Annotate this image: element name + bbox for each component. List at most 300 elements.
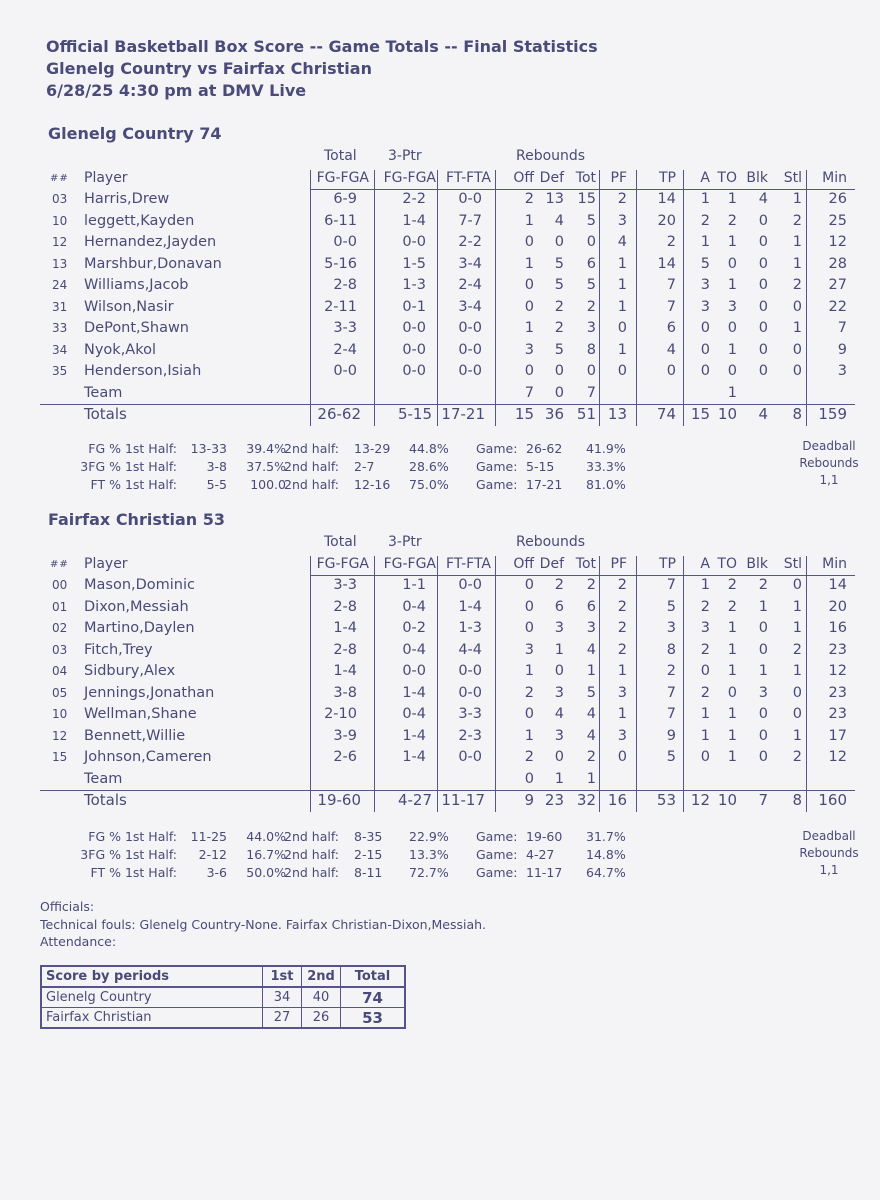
- col-num: ##: [50, 558, 69, 570]
- a-cell: 0: [700, 663, 710, 679]
- col-min: Min: [822, 555, 847, 572]
- to-cell: 0: [727, 684, 737, 701]
- tot-cell: 5: [586, 277, 596, 293]
- pf-cell: 2: [617, 598, 627, 615]
- tot-cell: 4: [586, 706, 596, 722]
- to-cell: 1: [727, 341, 737, 358]
- deadball-text: Rebounds: [799, 456, 859, 470]
- a-cell: 0: [700, 320, 710, 336]
- pct-1st-half: 13-33: [190, 441, 227, 456]
- col-to: TO: [717, 169, 737, 186]
- pct-2nd-half-pct: 13.3%: [409, 847, 449, 862]
- blk-cell: 4: [758, 191, 768, 207]
- box-score-table-home: [40, 146, 855, 426]
- blk-cell: 1: [758, 663, 768, 679]
- blk-cell: 0: [758, 255, 768, 272]
- fg3-cell: 0-2: [402, 620, 426, 636]
- periods-q2: 40: [302, 987, 341, 1008]
- min-cell: 3: [837, 363, 847, 379]
- player-number: 04: [52, 664, 68, 678]
- off-cell: 3: [524, 641, 534, 658]
- ft-cell: 3-4: [458, 298, 482, 315]
- tp-cell: 7: [666, 577, 676, 593]
- totals-tot-cell: 51: [576, 405, 596, 423]
- tot-cell: 2: [586, 577, 596, 593]
- header-row-columns: [40, 168, 855, 190]
- player-row: [40, 597, 855, 619]
- blk-cell: 0: [758, 641, 768, 658]
- ft-cell: 0-0: [458, 577, 482, 593]
- def-cell: 5: [554, 341, 564, 358]
- deadball-text: 1,1: [819, 473, 839, 487]
- officials-line: Officials:: [40, 899, 95, 914]
- ft-cell: 1-3: [458, 620, 482, 636]
- stl-cell: 0: [792, 706, 802, 722]
- a-cell: 5: [700, 255, 710, 272]
- player-number: 03: [52, 192, 68, 206]
- to-cell: 2: [727, 577, 737, 593]
- box-score-table-away: [40, 532, 855, 812]
- totals-tp-cell: 74: [656, 405, 676, 423]
- to-cell: 1: [727, 641, 737, 658]
- fg-cell: 2-8: [333, 641, 357, 658]
- col-group-total: Total: [324, 148, 357, 164]
- def-cell: 0: [554, 749, 564, 765]
- player-number: 00: [52, 578, 68, 592]
- player-name: Sidbury,Alex: [84, 663, 176, 679]
- blk-cell: 0: [758, 234, 768, 250]
- tp-cell: 7: [666, 298, 676, 315]
- pct-1st-half: 3-6: [206, 865, 227, 880]
- col-group-rebounds: Rebounds: [516, 534, 586, 550]
- stl-cell: 1: [792, 320, 802, 336]
- def-cell: 4: [554, 212, 564, 229]
- game-date-venue: 6/28/25 4:30 pm at DMV Live: [46, 81, 307, 100]
- tp-cell: 0: [666, 363, 676, 379]
- totals-tp-cell: 53: [656, 791, 676, 809]
- blk-cell: 2: [758, 577, 768, 593]
- column-divider: [636, 556, 637, 812]
- pf-cell: 4: [617, 234, 627, 250]
- pct-game-pct: 64.7%: [586, 865, 626, 880]
- blk-cell: 0: [758, 212, 768, 229]
- totals-row: [40, 404, 855, 426]
- totals-off-cell: 15: [514, 405, 534, 423]
- off-cell: 0: [524, 706, 534, 722]
- player-row: [40, 318, 855, 340]
- pct-2nd-half: 12-16: [354, 477, 391, 492]
- ft-cell: 0-0: [458, 341, 482, 358]
- pct-2nd-half-pct: 72.7%: [409, 865, 449, 880]
- player-number: 03: [52, 642, 68, 657]
- min-cell: 12: [828, 234, 847, 250]
- player-name: Bennett,Willie: [84, 727, 186, 744]
- pct-game: 11-17: [526, 865, 563, 880]
- col-to: TO: [717, 555, 737, 572]
- pct-2nd-half-label: 2nd half:: [284, 865, 340, 880]
- col-player: Player: [84, 169, 128, 186]
- to-cell: 1: [727, 191, 737, 207]
- col-def: Def: [539, 555, 564, 572]
- team-to-cell: 1: [727, 384, 737, 401]
- col-fg: FG-FGA: [316, 169, 369, 186]
- col-stl: Stl: [783, 555, 802, 572]
- to-cell: 2: [727, 598, 737, 615]
- column-divider: [495, 556, 496, 812]
- fg3-cell: 1-4: [402, 727, 426, 744]
- pct-game-label: Game:: [476, 477, 518, 492]
- fg3-cell: 0-1: [402, 298, 426, 315]
- team-off-cell: 0: [524, 770, 534, 787]
- to-cell: 2: [727, 212, 737, 229]
- col-tp: TP: [659, 169, 676, 186]
- pf-cell: 1: [617, 706, 627, 722]
- player-number: 10: [52, 213, 68, 228]
- a-cell: 1: [700, 727, 710, 744]
- pct-2nd-half-pct: 28.6%: [409, 459, 449, 474]
- fg-cell: 2-11: [324, 298, 357, 315]
- stl-cell: 0: [792, 684, 802, 701]
- pct-2nd-half-pct: 22.9%: [409, 829, 449, 844]
- pct-label: FT % 1st Half:: [90, 477, 177, 492]
- deadball-rebounds-away: [784, 828, 874, 879]
- blk-cell: 0: [758, 277, 768, 293]
- def-cell: 3: [554, 684, 564, 701]
- pct-1st-half: 3-8: [206, 459, 227, 474]
- tot-cell: 2: [586, 298, 596, 315]
- tp-cell: 6: [666, 320, 676, 336]
- ft-cell: 0-0: [458, 684, 482, 701]
- min-cell: 28: [828, 255, 847, 272]
- periods-q1: 34: [263, 987, 302, 1008]
- fg-cell: 5-16: [324, 255, 357, 272]
- col-num: ##: [50, 172, 69, 184]
- to-cell: 1: [727, 727, 737, 744]
- totals-def-cell: 36: [544, 405, 564, 423]
- stl-cell: 2: [792, 212, 802, 229]
- fg-cell: 0-0: [333, 363, 357, 379]
- a-cell: 1: [700, 577, 710, 593]
- totals-fg3-cell: 4-27: [397, 791, 432, 809]
- column-divider: [599, 556, 600, 812]
- player-row: [40, 575, 855, 597]
- player-name: Mason,Dominic: [84, 577, 196, 593]
- col-player: Player: [84, 555, 128, 572]
- fg3-cell: 0-0: [402, 341, 426, 358]
- pf-cell: 2: [617, 620, 627, 636]
- player-number: 12: [52, 235, 68, 249]
- col-tot: Tot: [575, 169, 596, 186]
- min-cell: 16: [828, 620, 847, 636]
- tot-cell: 5: [586, 684, 596, 701]
- col-group-rebounds: Rebounds: [516, 148, 586, 164]
- min-cell: 23: [828, 641, 847, 658]
- def-cell: 3: [554, 727, 564, 744]
- fg3-cell: 0-4: [402, 641, 426, 658]
- team-def-cell: 0: [554, 384, 564, 401]
- a-cell: 0: [700, 749, 710, 765]
- fg3-cell: 0-4: [402, 598, 426, 615]
- ft-cell: 0-0: [458, 663, 482, 679]
- column-divider: [683, 556, 684, 812]
- pct-1st-half-pct: 16.7%: [246, 847, 286, 862]
- fg-cell: 3-8: [333, 684, 357, 701]
- column-divider: [636, 170, 637, 426]
- totals-blk-cell: 4: [758, 405, 768, 423]
- to-cell: 1: [727, 234, 737, 250]
- fg-cell: 3-3: [333, 577, 357, 593]
- player-row: [40, 683, 855, 705]
- fg-cell: 2-8: [333, 277, 357, 293]
- pct-1st-half: 2-12: [198, 847, 227, 862]
- pct-2nd-half-pct: 44.8%: [409, 441, 449, 456]
- stl-cell: 2: [792, 749, 802, 765]
- tp-cell: 14: [657, 191, 676, 207]
- totals-ft-cell: 17-21: [441, 405, 485, 423]
- a-cell: 0: [700, 341, 710, 358]
- totals-fg-cell: 26-62: [317, 405, 361, 423]
- column-divider: [495, 170, 496, 426]
- tp-cell: 4: [666, 341, 676, 358]
- blk-cell: 0: [758, 620, 768, 636]
- def-cell: 2: [554, 577, 564, 593]
- pf-cell: 3: [617, 684, 627, 701]
- pct-label: FG % 1st Half:: [88, 441, 177, 456]
- fg3-cell: 1-4: [402, 749, 426, 765]
- player-row: [40, 211, 855, 233]
- player-name: Johnson,Cameren: [84, 749, 212, 765]
- column-divider: [683, 170, 684, 426]
- deadball-text: Deadball: [802, 829, 856, 843]
- periods-q2: 26: [302, 1008, 341, 1029]
- header-underline: [310, 189, 855, 190]
- stl-cell: 0: [792, 298, 802, 315]
- periods-header-row: [41, 966, 405, 987]
- periods-header-q2: 2nd: [302, 966, 341, 987]
- periods-header-total: Total: [341, 966, 406, 987]
- pct-game-label: Game:: [476, 847, 518, 862]
- periods-header-q1: 1st: [263, 966, 302, 987]
- stl-cell: 1: [792, 598, 802, 615]
- matchup-title: Glenelg Country vs Fairfax Christian: [46, 59, 372, 78]
- totals-to-cell: 10: [717, 791, 737, 809]
- player-row: [40, 232, 855, 254]
- to-cell: 1: [727, 706, 737, 722]
- player-row: [40, 704, 855, 726]
- totals-ft-cell: 11-17: [441, 791, 485, 809]
- off-cell: 1: [524, 727, 534, 744]
- min-cell: 23: [828, 706, 847, 722]
- off-cell: 2: [524, 749, 534, 765]
- pf-cell: 2: [617, 641, 627, 658]
- header-underline: [310, 575, 855, 576]
- column-divider: [310, 556, 311, 812]
- totals-a-cell: 12: [690, 791, 710, 809]
- player-row: [40, 189, 855, 211]
- min-cell: 9: [837, 341, 847, 358]
- team-rebounds-row: [40, 383, 855, 405]
- pct-game-pct: 81.0%: [586, 477, 626, 492]
- tp-cell: 2: [666, 234, 676, 250]
- stl-cell: 0: [792, 341, 802, 358]
- a-cell: 3: [700, 277, 710, 293]
- fg-cell: 3-3: [333, 320, 357, 336]
- pct-1st-half-pct: 44.0%: [246, 829, 286, 844]
- off-cell: 0: [524, 298, 534, 315]
- periods-row: [41, 1008, 405, 1029]
- blk-cell: 0: [758, 363, 768, 379]
- ft-cell: 0-0: [458, 320, 482, 336]
- ft-cell: 2-4: [458, 277, 482, 293]
- col-fg3: FG-FGA: [383, 169, 436, 186]
- pf-cell: 0: [617, 320, 627, 336]
- player-row: [40, 747, 855, 769]
- tot-cell: 1: [586, 663, 596, 679]
- min-cell: 17: [828, 727, 847, 744]
- min-cell: 7: [837, 320, 847, 336]
- fg3-cell: 1-5: [402, 255, 426, 272]
- totals-stl-cell: 8: [792, 405, 802, 423]
- off-cell: 3: [524, 341, 534, 358]
- a-cell: 2: [700, 212, 710, 229]
- fg-cell: 1-4: [333, 620, 357, 636]
- tp-cell: 7: [666, 684, 676, 701]
- min-cell: 12: [828, 749, 847, 765]
- tot-cell: 4: [586, 641, 596, 658]
- pct-game-label: Game:: [476, 865, 518, 880]
- column-divider: [310, 170, 311, 426]
- off-cell: 1: [524, 320, 534, 336]
- pct-2nd-half-label: 2nd half:: [284, 829, 340, 844]
- column-divider: [374, 170, 375, 426]
- min-cell: 20: [828, 598, 847, 615]
- min-cell: 25: [828, 212, 847, 229]
- pct-label: 3FG % 1st Half:: [80, 459, 177, 474]
- fg3-cell: 0-0: [402, 320, 426, 336]
- pf-cell: 3: [617, 727, 627, 744]
- stl-cell: 1: [792, 620, 802, 636]
- pct-1st-half-pct: 37.5%: [246, 459, 286, 474]
- report-header: [46, 36, 598, 102]
- off-cell: 0: [524, 577, 534, 593]
- pct-2nd-half: 2-15: [354, 847, 383, 862]
- pct-2nd-half-label: 2nd half:: [284, 847, 340, 862]
- pct-1st-half-pct: 100.0: [250, 477, 286, 492]
- player-name: Fitch,Trey: [84, 641, 153, 658]
- player-number: 35: [52, 364, 68, 378]
- column-divider: [599, 170, 600, 426]
- to-cell: 1: [727, 620, 737, 636]
- player-number: 15: [52, 750, 68, 764]
- report-title: Official Basketball Box Score -- Game Totals -- Final Statistics: [46, 37, 598, 56]
- tp-cell: 5: [666, 598, 676, 615]
- def-cell: 2: [554, 320, 564, 336]
- pct-2nd-half: 2-7: [354, 459, 375, 474]
- tp-cell: 7: [666, 277, 676, 293]
- col-stl: Stl: [783, 169, 802, 186]
- player-name: Dixon,Messiah: [84, 598, 189, 615]
- def-cell: 3: [554, 620, 564, 636]
- min-cell: 12: [828, 663, 847, 679]
- team-title-away: Fairfax Christian 53: [48, 510, 225, 529]
- player-number: 12: [52, 728, 68, 743]
- totals-pf-cell: 16: [607, 791, 627, 809]
- totals-off-cell: 9: [524, 791, 534, 809]
- ft-cell: 7-7: [458, 212, 482, 229]
- ft-cell: 0-0: [458, 191, 482, 207]
- tot-cell: 3: [586, 320, 596, 336]
- totals-tot-cell: 32: [576, 791, 596, 809]
- team-label: Team: [84, 770, 123, 787]
- pf-cell: 1: [617, 298, 627, 315]
- tot-cell: 2: [586, 749, 596, 765]
- a-cell: 2: [700, 641, 710, 658]
- min-cell: 23: [828, 684, 847, 701]
- blk-cell: 0: [758, 320, 768, 336]
- ft-cell: 3-4: [458, 255, 482, 272]
- col-fg: FG-FGA: [316, 555, 369, 572]
- to-cell: 1: [727, 749, 737, 765]
- fg3-cell: 1-4: [402, 684, 426, 701]
- col-group-total: Total: [324, 534, 357, 550]
- totals-row: [40, 790, 855, 812]
- col-group-3ptr: 3-Ptr: [388, 148, 422, 164]
- tp-cell: 9: [666, 727, 676, 744]
- player-name: Marshbur,Donavan: [84, 255, 222, 272]
- tot-cell: 5: [586, 212, 596, 229]
- fg-cell: 6-9: [333, 191, 357, 207]
- fg-cell: 2-4: [333, 341, 357, 358]
- col-ft: FT-FTA: [446, 555, 491, 572]
- totals-blk-cell: 7: [758, 791, 768, 809]
- off-cell: 2: [524, 191, 534, 207]
- col-ft: FT-FTA: [446, 169, 491, 186]
- tot-cell: 6: [586, 598, 596, 615]
- a-cell: 2: [700, 684, 710, 701]
- fg3-cell: 0-0: [402, 663, 426, 679]
- col-pf: PF: [610, 169, 627, 186]
- periods-header-team: Score by periods: [41, 966, 263, 987]
- periods-team: Fairfax Christian: [41, 1008, 263, 1029]
- score-by-periods-table: [40, 965, 406, 1029]
- totals-divider: [40, 790, 855, 791]
- pf-cell: 0: [617, 749, 627, 765]
- totals-min-cell: 159: [818, 405, 847, 423]
- stl-cell: 0: [792, 577, 802, 593]
- pct-game-pct: 14.8%: [586, 847, 626, 862]
- team-def-cell: 1: [554, 770, 564, 787]
- pct-2nd-half-label: 2nd half:: [284, 459, 340, 474]
- periods-total: 74: [341, 987, 406, 1008]
- pct-2nd-half: 13-29: [354, 441, 391, 456]
- player-number: 10: [52, 707, 68, 721]
- blk-cell: 0: [758, 727, 768, 744]
- fg3-cell: 2-2: [402, 191, 426, 207]
- pct-game: 17-21: [526, 477, 563, 492]
- fg-cell: 2-6: [333, 749, 357, 765]
- tot-cell: 4: [586, 727, 596, 744]
- player-name: Jennings,Jonathan: [84, 684, 215, 701]
- player-number: 33: [52, 321, 68, 335]
- deadball-text: Rebounds: [799, 846, 859, 860]
- col-def: Def: [539, 169, 564, 186]
- pct-2nd-half: 8-11: [354, 865, 383, 880]
- col-a: A: [700, 169, 710, 186]
- pf-cell: 0: [617, 363, 627, 379]
- tot-cell: 0: [586, 363, 596, 379]
- pct-game-pct: 31.7%: [586, 829, 626, 844]
- a-cell: 3: [700, 620, 710, 636]
